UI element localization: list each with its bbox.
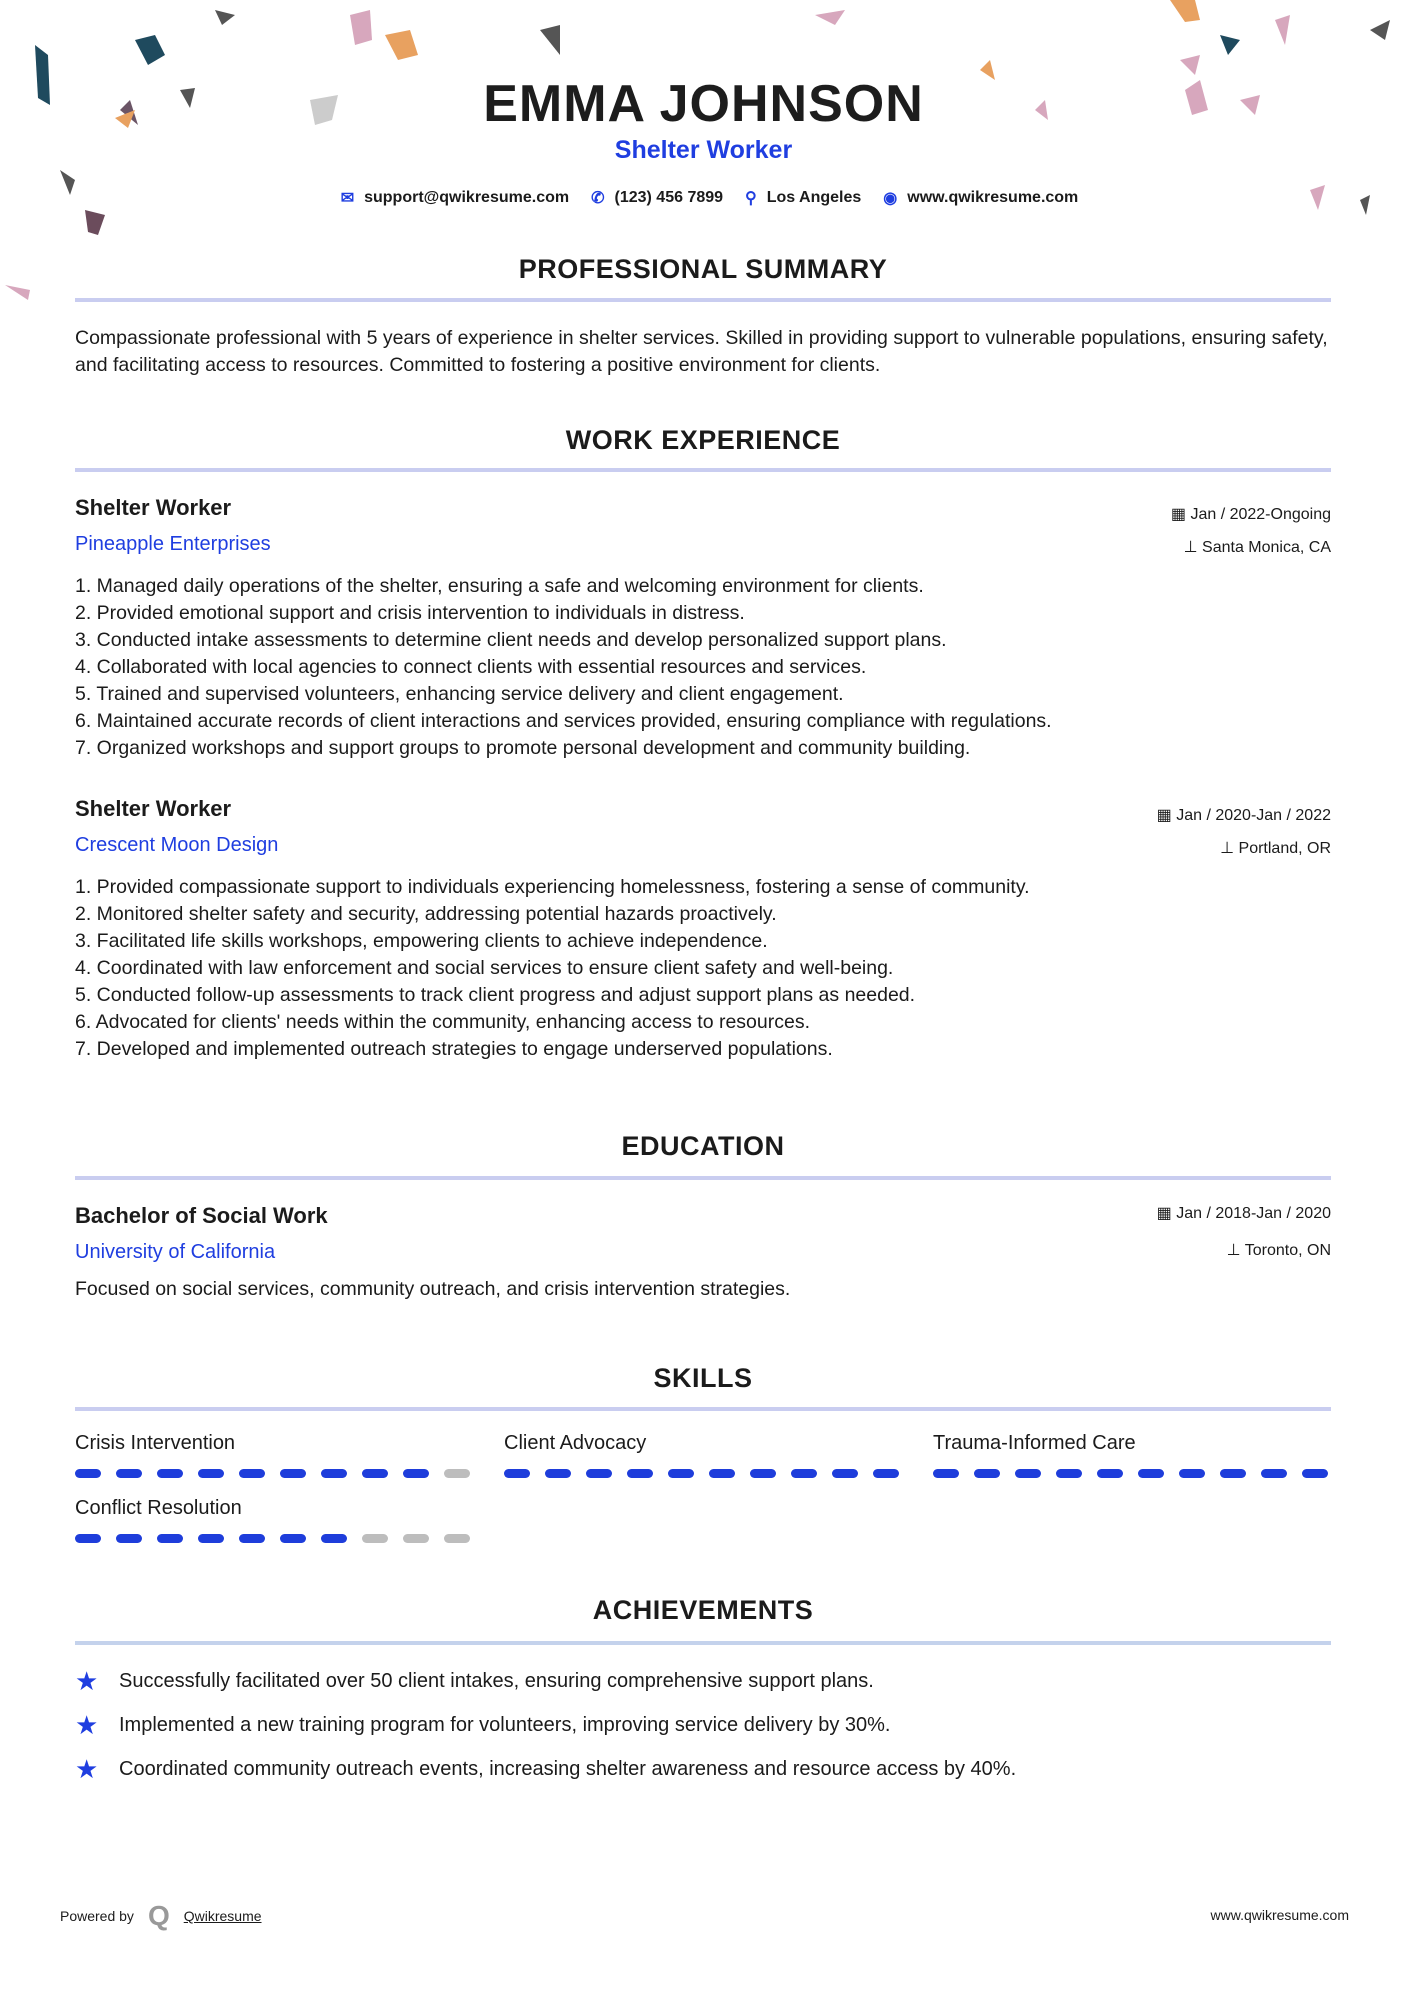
skill-segment-filled (933, 1469, 959, 1478)
location: Los Angeles (766, 189, 862, 206)
location: Toronto, ON (1244, 1242, 1331, 1259)
education-heading: EDUCATION (621, 1131, 785, 1161)
skill-item (75, 1432, 470, 1478)
candidate-name: EMMA JOHNSON (483, 75, 924, 133)
phone: (123) 456 7899 (614, 189, 724, 206)
work-heading: WORK EXPERIENCE (565, 425, 841, 455)
skill-segment-filled (239, 1534, 265, 1543)
skill-segment-filled (116, 1534, 142, 1543)
calendar-icon: ▦ (1156, 1205, 1177, 1222)
skill-name: Crisis Intervention (75, 1432, 236, 1454)
job-2-company: Crescent Moon Design (75, 834, 279, 856)
job-1-company: Pineapple Enterprises (75, 533, 271, 555)
calendar-icon: ▦ (1156, 807, 1177, 824)
job-1-bullets (75, 573, 1335, 762)
skill-segment-filled (974, 1469, 1000, 1478)
bullet: 6. Advocated for clients' needs within the community, enhancing access to resources. (75, 1011, 811, 1033)
skill-name: Trauma-Informed Care (933, 1432, 1136, 1454)
achievement-item (75, 1754, 1016, 1785)
education-description: Focused on social services, community outreach, and crisis intervention strategies. (75, 1278, 791, 1300)
bullet: 3. Conducted intake assessments to determine client needs and develop personalized support plans. (75, 629, 947, 651)
phone-icon: ✆ (591, 190, 605, 207)
job-2-bullets (75, 874, 1335, 1063)
dates: Jan / 2022-Ongoing (1190, 506, 1331, 523)
skill-segment-filled (280, 1469, 306, 1478)
school: University of California (75, 1241, 276, 1263)
achievement-item (75, 1710, 890, 1741)
brand-link[interactable]: Qwikresume (183, 1908, 262, 1924)
skill-segment-filled (545, 1469, 571, 1478)
skill-segment-empty (403, 1534, 429, 1543)
skill-segment-filled (280, 1534, 306, 1543)
job-1-title: Shelter Worker (75, 495, 232, 520)
skill-segment-filled (586, 1469, 612, 1478)
skill-segment-empty (444, 1534, 470, 1543)
website[interactable]: www.qwikresume.com (907, 189, 1079, 206)
skill-segment-filled (75, 1534, 101, 1543)
skill-segment-filled (403, 1469, 429, 1478)
dates: Jan / 2018-Jan / 2020 (1176, 1205, 1331, 1222)
skill-segment-filled (1179, 1469, 1205, 1478)
globe-icon: ◉ (883, 190, 898, 207)
skill-segment-filled (1056, 1469, 1082, 1478)
powered-by-label: Powered by (60, 1908, 134, 1924)
skill-segment-filled (832, 1469, 858, 1478)
skill-segment-filled (709, 1469, 735, 1478)
bullet: 7. Organized workshops and support groups to promote personal development and community building. (75, 737, 971, 759)
skill-item (75, 1497, 470, 1543)
contact-bar (0, 188, 1407, 208)
pin-icon: ⊥ (1226, 1242, 1245, 1259)
skill-name: Conflict Resolution (75, 1497, 242, 1519)
envelope-icon: ✉ (340, 190, 355, 207)
skill-level-bar (504, 1469, 899, 1478)
skill-segment-filled (1138, 1469, 1164, 1478)
skill-segment-filled (321, 1534, 347, 1543)
summary-text: Compassionate professional with 5 years of experience in shelter services. Skilled in providing support to vulnerable populations, ensuring safety, and facilitating access to resources. Committed to fostering a positive environment for clients. (75, 327, 1328, 376)
bullet: 7. Developed and implemented outreach strategies to engage underserved populations. (75, 1038, 833, 1060)
skill-segment-filled (627, 1469, 653, 1478)
bullet: 4. Coordinated with law enforcement and social services to ensure client safety and well-being. (75, 957, 894, 979)
skill-name: Client Advocacy (504, 1432, 647, 1454)
star-icon: ★ (75, 1754, 99, 1784)
achievement-text: Coordinated community outreach events, increasing shelter awareness and resource access by 40%. (119, 1758, 1017, 1780)
dates: Jan / 2020-Jan / 2022 (1176, 807, 1331, 824)
skill-segment-filled (1220, 1469, 1246, 1478)
location: Santa Monica, CA (1202, 539, 1331, 556)
skill-level-bar (75, 1534, 470, 1543)
education-dates (1157, 1203, 1331, 1223)
skill-segment-filled (116, 1469, 142, 1478)
bullet: 5. Trained and supervised volunteers, enhancing service delivery and client engagement. (75, 683, 844, 705)
qwikresume-logo-icon: Q (147, 1900, 170, 1931)
skill-segment-filled (75, 1469, 101, 1478)
footer-powered (60, 1900, 262, 1932)
bullet: 3. Facilitated life skills workshops, empowering clients to achieve independence. (75, 930, 768, 952)
bullet: 6. Maintained accurate records of client interactions and services provided, ensuring compliance with regulations. (75, 710, 1052, 732)
skill-segment-filled (198, 1534, 224, 1543)
job-2-title: Shelter Worker (75, 796, 232, 821)
location-pin-icon: ⚲ (745, 190, 757, 207)
skill-segment-filled (504, 1469, 530, 1478)
footer-website[interactable]: www.qwikresume.com (1210, 1907, 1349, 1923)
summary-heading: PROFESSIONAL SUMMARY (518, 254, 888, 284)
divider (75, 298, 1331, 302)
divider (75, 1641, 1331, 1645)
skill-segment-filled (668, 1469, 694, 1478)
star-icon: ★ (75, 1666, 99, 1696)
pin-icon: ⊥ (1183, 539, 1203, 556)
email[interactable]: support@qwikresume.com (364, 189, 570, 206)
divider (75, 1407, 1331, 1411)
achievement-text: Successfully facilitated over 50 client intakes, ensuring comprehensive support plans. (119, 1670, 874, 1692)
bullet: 5. Conducted follow-up assessments to track client progress and adjust support plans as needed. (75, 984, 916, 1006)
bullet: 2. Provided emotional support and crisis intervention to individuals in distress. (75, 602, 745, 624)
job-1-location (1184, 537, 1331, 557)
job-2-location (1220, 838, 1331, 858)
education-location (1227, 1240, 1331, 1260)
skill-segment-filled (157, 1469, 183, 1478)
skill-segment-filled (362, 1469, 388, 1478)
skill-segment-filled (1302, 1469, 1328, 1478)
skill-level-bar (933, 1469, 1328, 1478)
skill-segment-filled (239, 1469, 265, 1478)
job-1-dates (1171, 504, 1331, 524)
skill-level-bar (75, 1469, 470, 1478)
achievement-text: Implemented a new training program for volunteers, improving service delivery by 30%. (119, 1714, 891, 1736)
skill-segment-filled (873, 1469, 899, 1478)
bullet: 4. Collaborated with local agencies to connect clients with essential resources and services. (75, 656, 867, 678)
skill-segment-filled (1261, 1469, 1287, 1478)
divider (75, 1176, 1331, 1180)
achievement-item (75, 1666, 874, 1697)
bullet: 1. Managed daily operations of the shelter, ensuring a safe and welcoming environment for clients. (75, 575, 924, 597)
skill-segment-filled (321, 1469, 347, 1478)
star-icon: ★ (75, 1710, 99, 1740)
skill-segment-empty (362, 1534, 388, 1543)
divider (75, 468, 1331, 472)
bullet: 1. Provided compassionate support to individuals experiencing homelessness, fostering a sense of community. (75, 876, 1030, 898)
skill-segment-filled (1097, 1469, 1123, 1478)
skill-segment-filled (198, 1469, 224, 1478)
skill-item (933, 1432, 1328, 1478)
location: Portland, OR (1238, 840, 1331, 857)
degree: Bachelor of Social Work (75, 1203, 328, 1228)
calendar-icon: ▦ (1170, 506, 1191, 523)
skill-segment-filled (1015, 1469, 1041, 1478)
skill-segment-filled (750, 1469, 776, 1478)
job-title: Shelter Worker (614, 136, 793, 164)
skill-segment-empty (444, 1469, 470, 1478)
skills-heading: SKILLS (653, 1363, 753, 1393)
skill-item (504, 1432, 899, 1478)
job-2-dates (1157, 805, 1331, 825)
skill-segment-filled (791, 1469, 817, 1478)
pin-icon: ⊥ (1220, 840, 1239, 857)
skill-segment-filled (157, 1534, 183, 1543)
bullet: 2. Monitored shelter safety and security, addressing potential hazards proactively. (75, 903, 777, 925)
achievements-heading: ACHIEVEMENTS (592, 1595, 814, 1625)
